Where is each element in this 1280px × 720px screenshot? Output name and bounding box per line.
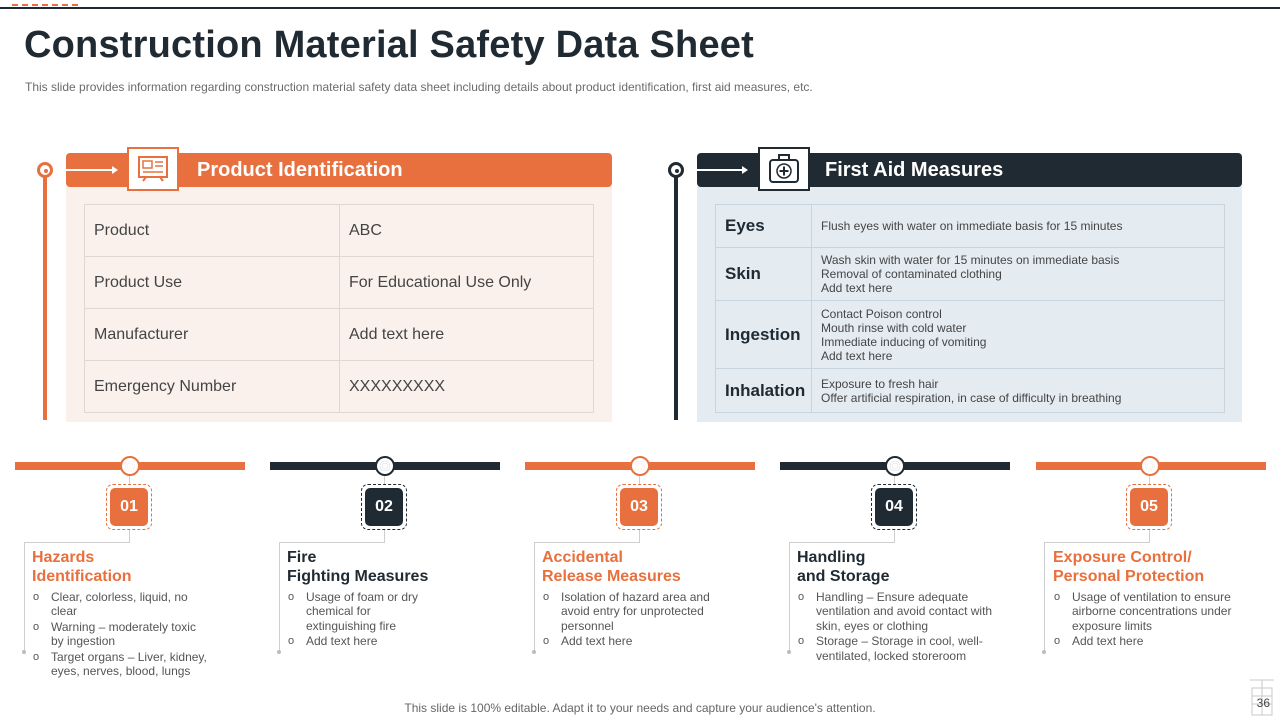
step-title-line: Fire <box>287 549 317 566</box>
step-title <box>1053 548 1204 586</box>
step-number: 01 <box>110 488 148 526</box>
fa-key: Skin <box>716 248 812 301</box>
step-connector <box>639 476 640 484</box>
step-title <box>542 548 681 586</box>
step-title <box>32 548 132 586</box>
table-row <box>85 361 594 413</box>
list-item: o Add text here <box>541 634 711 648</box>
step-title-line: Identification <box>32 568 132 585</box>
pi-key: Emergency Number <box>85 361 340 413</box>
pi-arrow <box>60 169 114 171</box>
step-number: 03 <box>620 488 658 526</box>
fa-value-line: Add text here <box>821 348 893 363</box>
step-title-line: and Storage <box>797 568 890 585</box>
list-item: o Storage – Storage in cool, well-ventilated, locked storeroom <box>796 634 996 663</box>
page-number: 36 <box>1256 696 1270 710</box>
list-item: o Clear, colorless, liquid, no clear <box>31 590 216 619</box>
pi-heading: Product Identification <box>197 158 403 181</box>
list-item: o Add text here <box>1052 634 1252 648</box>
table-row <box>85 257 594 309</box>
fa-value-line: Wash skin with water for 15 minutes on immediate basis <box>821 253 1120 267</box>
step-bracket <box>1044 542 1045 654</box>
step-bracket <box>279 542 385 543</box>
first-aid-kit-icon <box>768 154 800 184</box>
first-aid-table <box>715 204 1225 413</box>
pi-connector-node <box>37 162 53 178</box>
step-number: 04 <box>875 488 913 526</box>
fa-value <box>812 205 1225 248</box>
step-title-line: Hazards <box>32 549 95 566</box>
fa-heading: First Aid Measures <box>825 158 1004 181</box>
step-list <box>1052 590 1252 650</box>
table-row <box>716 369 1225 413</box>
step-connector <box>129 476 130 484</box>
list-item: o Usage of foam or dry chemical for extinguishing fire <box>286 590 426 633</box>
step-node <box>630 456 650 476</box>
step-title-line: Fighting Measures <box>287 568 429 585</box>
fa-value-line: Removal of contaminated clothing <box>821 267 1002 281</box>
step-bracket-dot <box>277 650 281 654</box>
step-connector <box>384 530 385 542</box>
step-title <box>797 548 889 586</box>
page-title: Construction Material Safety Data Sheet <box>24 24 754 66</box>
fa-value-line: Mouth rinse with cold water <box>821 320 967 335</box>
fa-connector-line <box>674 176 678 420</box>
fa-value-line: Contact Poison control <box>821 306 942 321</box>
table-row <box>85 205 594 257</box>
step-title-line: Exposure Control/ <box>1053 549 1192 566</box>
step-node <box>375 456 395 476</box>
step-title-line: Handling <box>797 549 866 566</box>
step-list <box>796 590 996 664</box>
pi-key: Product <box>85 205 340 257</box>
fa-key: Eyes <box>716 205 812 248</box>
step-connector <box>894 476 895 484</box>
step-connector <box>129 530 130 542</box>
pi-icon-box <box>127 147 179 191</box>
step-bracket <box>24 542 25 654</box>
list-item: o Warning – moderately toxic by ingestion <box>31 620 201 649</box>
fa-key: Inhalation <box>716 369 812 413</box>
step-node <box>1140 456 1160 476</box>
footer-note: This slide is 100% editable. Adapt it to your needs and capture your audience's attention. <box>404 701 876 715</box>
step-bracket <box>534 542 535 654</box>
list-item: o Usage of ventilation to ensure airborne concentrations under exposure limits <box>1052 590 1252 633</box>
step-connector <box>894 530 895 542</box>
fa-value-line: Add text here <box>821 281 893 295</box>
step-connector <box>639 530 640 542</box>
step-title-line: Accidental <box>542 549 623 566</box>
step-bracket-dot <box>1042 650 1046 654</box>
step-number: 02 <box>365 488 403 526</box>
step-connector <box>1149 476 1150 484</box>
step-bracket-dot <box>22 650 26 654</box>
step-bracket <box>24 542 130 543</box>
page-subtitle: This slide provides information regarding construction material safety data sheet including details about product identification, first aid measures, etc. <box>25 80 813 94</box>
fa-value-line: Offer artificial respiration, in case of difficulty in breathing <box>821 390 1122 405</box>
fa-value-line: Flush eyes with water on immediate basis for 15 minutes <box>821 219 1123 233</box>
pi-key: Manufacturer <box>85 309 340 361</box>
fa-value-line: Immediate inducing of vomiting <box>821 334 987 349</box>
step-bracket <box>534 542 640 543</box>
step-title <box>287 548 428 586</box>
pi-key: Product Use <box>85 257 340 309</box>
step-list <box>31 590 216 679</box>
list-item: o Add text here <box>286 634 426 648</box>
step-bracket <box>789 542 790 654</box>
top-divider <box>0 7 1280 9</box>
step-node <box>120 456 140 476</box>
table-row <box>85 309 594 361</box>
step-title-line: Release Measures <box>542 568 681 585</box>
fa-value <box>812 301 1225 369</box>
list-item: o Isolation of hazard area and avoid entry for unprotected personnel <box>541 590 711 633</box>
pi-value: ABC <box>340 205 594 257</box>
step-bracket-dot <box>532 650 536 654</box>
step-bracket <box>279 542 280 654</box>
fa-arrow <box>692 169 744 171</box>
step-bracket <box>789 542 895 543</box>
fa-icon-box <box>758 147 810 191</box>
step-bracket-dot <box>787 650 791 654</box>
product-identification-table <box>84 204 594 413</box>
step-title-line: Personal Protection <box>1053 568 1205 585</box>
step-list <box>286 590 426 650</box>
pi-value: For Educational Use Only <box>340 257 594 309</box>
step-number: 05 <box>1130 488 1168 526</box>
step-list <box>541 590 711 650</box>
decorative-dashes <box>12 4 78 6</box>
step-node <box>885 456 905 476</box>
step-connector <box>384 476 385 484</box>
table-row <box>716 301 1225 369</box>
table-row <box>716 205 1225 248</box>
list-item: o Target organs – Liver, kidney, eyes, nerves, blood, lungs <box>31 650 213 679</box>
pi-value: Add text here <box>340 309 594 361</box>
fa-value-line: Exposure to fresh hair <box>821 376 939 391</box>
table-row <box>716 248 1225 301</box>
fa-value <box>812 369 1225 413</box>
step-connector <box>1149 530 1150 542</box>
pi-connector-line <box>43 176 47 420</box>
fa-value <box>812 248 1225 301</box>
pi-value: XXXXXXXXX <box>340 361 594 413</box>
list-item: o Handling – Ensure adequate ventilation and avoid contact with skin, eyes or clothing <box>796 590 996 633</box>
blueprint-icon <box>138 156 168 182</box>
step-bracket <box>1044 542 1150 543</box>
fa-key: Ingestion <box>716 301 812 369</box>
fa-connector-node <box>668 162 684 178</box>
